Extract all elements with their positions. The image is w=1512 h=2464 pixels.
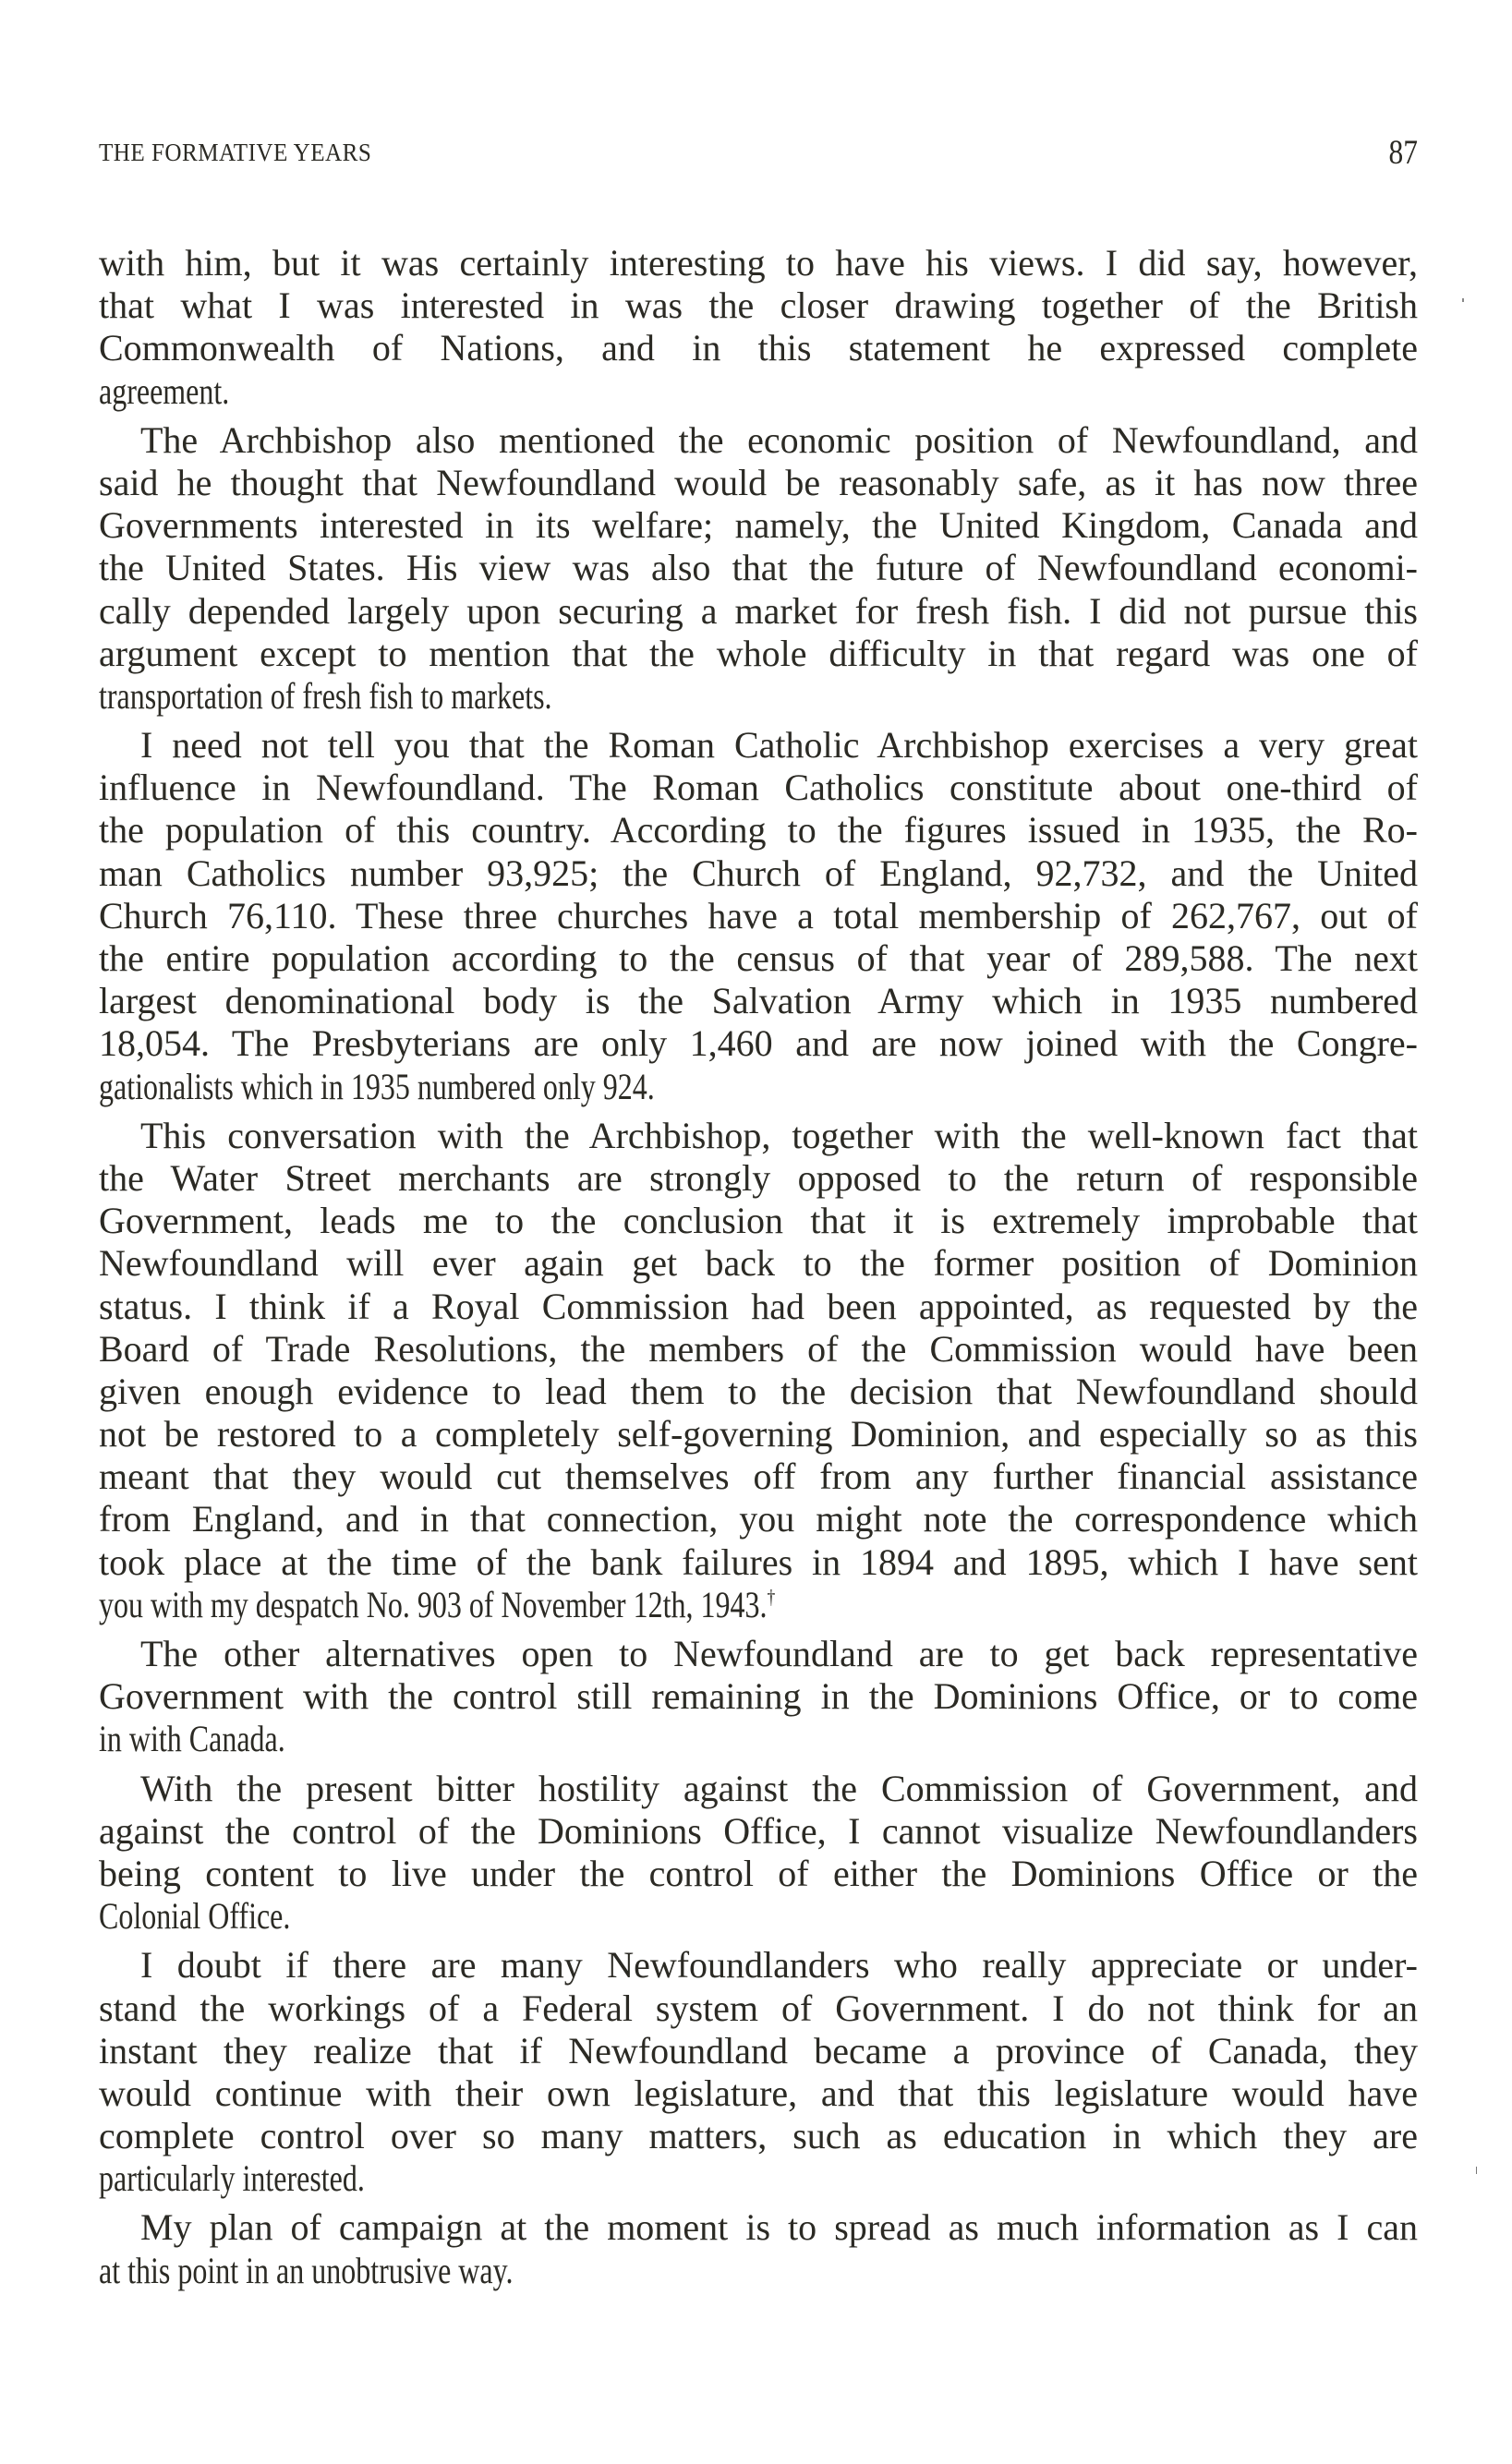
text-line: at this point in an unobtrusive way. (99, 2249, 514, 2291)
text-line: stand the workings of a Federal system of Government. I do not think for an (99, 1987, 1418, 2029)
text-line: took place at the time of the bank failures in 1894 and 1895, which I have sent (99, 1540, 1418, 1583)
page-number: 87 (1388, 134, 1418, 172)
text-line: 18,054. The Presbyterians are only 1,460 and are now joined with the Congre- (99, 1022, 1418, 1065)
text-line: I doubt if there are many Newfoundlanders who really appreciate or under- (140, 1944, 1418, 1987)
text-line: agreement. (99, 369, 230, 412)
text-line: particularly interested. (99, 2157, 365, 2200)
text-line: transportation of fresh fish to markets. (99, 674, 552, 717)
running-title: THE FORMATIVE YEARS (99, 139, 372, 166)
text-line: that what I was interested in was the closer drawing together of the British (99, 284, 1418, 327)
body-text (99, 242, 1418, 2299)
text-line: from England, and in that connection, you might note the correspondence which (99, 1498, 1418, 1540)
text-line: would continue with their own legislature, and that this legislature would have (99, 2071, 1418, 2114)
text-line: Government, leads me to the conclusion that it is extremely improbable that (99, 1200, 1418, 1242)
text-line: This conversation with the Archbishop, together with the well-known fact that (140, 1114, 1418, 1156)
paragraph (99, 242, 1418, 413)
paragraph (99, 1944, 1418, 2200)
footnote-dagger-mark[interactable]: † (767, 1585, 776, 1609)
paragraph (99, 1115, 1418, 1626)
text-line: The other alternatives open to Newfoundland are to get back representative (140, 1633, 1418, 1674)
text-line: status. I think if a Royal Commission had been appointed, as requested by the (99, 1285, 1418, 1327)
text-line: Colonial Office. (99, 1895, 291, 1938)
text-line: complete control over so many matters, such as education in which they are (99, 2115, 1418, 2157)
running-head (99, 134, 1418, 175)
text-line: With the present bitter hostility against the Commission of Government, and (140, 1767, 1418, 1809)
text-line: with him, but it was certainly interesting to have his views. I did say, however, (99, 242, 1418, 284)
text-line: the United States. His view was also that the future of Newfoundland economi- (99, 547, 1418, 589)
text-line: given enough evidence to lead them to the decision that Newfoundland should (99, 1370, 1418, 1412)
paragraph (99, 419, 1418, 718)
text-line: My plan of campaign at the moment is to spread as much information as I can (140, 2206, 1418, 2249)
paragraph (99, 724, 1418, 1108)
text-line: meant that they would cut themselves off from any further financial assistance (99, 1455, 1418, 1498)
text-line: against the control of the Dominions Office, I cannot visualize Newfoundlanders (99, 1809, 1418, 1852)
text-line: influence in Newfoundland. The Roman Catholics constitute about one-third of (99, 767, 1418, 809)
text-line: the Water Street merchants are strongly opposed to the return of responsible (99, 1156, 1418, 1199)
text-line: The Archbishop also mentioned the economic position of Newfoundland, and (140, 418, 1418, 461)
paragraph (99, 1633, 1418, 1761)
text-line: Governments interested in its welfare; namely, the United Kingdom, Canada and (99, 504, 1418, 547)
text-line: not be restored to a completely self-governing Dominion, and especially so as this (99, 1413, 1418, 1455)
text-line: instant they realize that if Newfoundland became a province of Canada, they (99, 2029, 1418, 2071)
text-line: argument except to mention that the whole difficulty in that regard was one of (99, 632, 1418, 674)
text-line: in with Canada. (99, 1718, 285, 1760)
text-line: I need not tell you that the Roman Catholic Archbishop exercises a very great (140, 724, 1418, 767)
text-line: Board of Trade Resolutions, the members of the Commission would have been (99, 1327, 1418, 1370)
text-line-with-footnote (99, 1584, 1418, 1626)
text-line: said he thought that Newfoundland would be reasonably safe, as it has now three (99, 461, 1418, 503)
text-line: the entire population according to the census of that year of 289,588. The next (99, 937, 1418, 979)
scan-speck (1476, 2167, 1477, 2174)
text-line: Government with the control still remaining in the Dominions Office, or to come (99, 1675, 1418, 1718)
text-line: being content to live under the control of either the Dominions Office or the (99, 1852, 1418, 1894)
paragraph (99, 2206, 1418, 2291)
text-line: cally depended largely upon securing a market for fresh fish. I did not pursue this (99, 589, 1418, 632)
text-line: man Catholics number 93,925; the Church of England, 92,732, and the United (99, 852, 1418, 894)
text-line: largest denominational body is the Salvation Army which in 1935 numbered (99, 980, 1418, 1022)
scan-speck (1462, 298, 1464, 302)
text-line: Church 76,110. These three churches have a total membership of 262,767, out of (99, 894, 1418, 936)
text-line: gationalists which in 1935 numbered only 924. (99, 1065, 655, 1107)
text-line: the population of this country. According to the figures issued in 1935, the Ro- (99, 809, 1418, 852)
text-line: you with my despatch No. 903 of November 12th, 1943. (99, 1583, 768, 1625)
paragraph (99, 1768, 1418, 1939)
text-line: Commonwealth of Nations, and in this statement he expressed complete (99, 327, 1418, 369)
text-line: Newfoundland will ever again get back to the former position of Dominion (99, 1242, 1418, 1285)
